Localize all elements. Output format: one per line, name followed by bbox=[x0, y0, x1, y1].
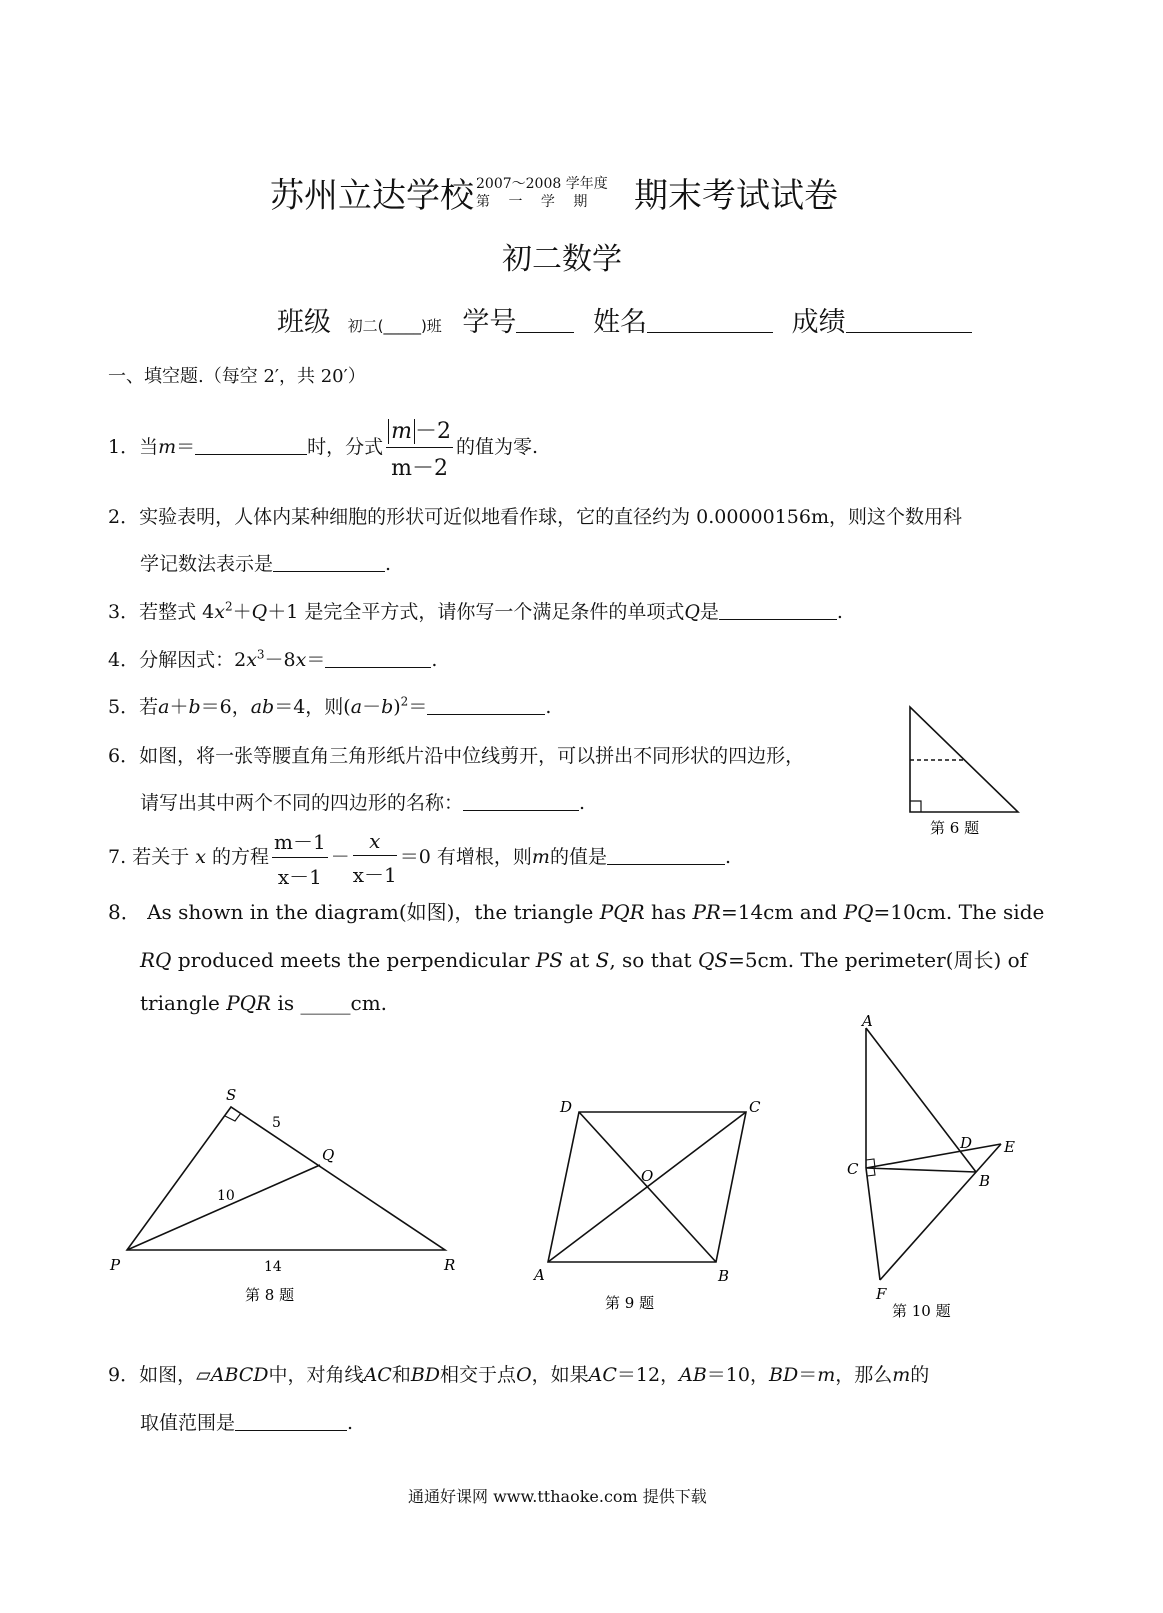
q1-var: m bbox=[158, 436, 177, 458]
class-label: 班级 bbox=[277, 307, 331, 338]
q5-eq: ＝ bbox=[408, 696, 428, 718]
question-8 bbox=[108, 896, 1044, 925]
figure-9 bbox=[525, 1090, 775, 1320]
student-info-line bbox=[277, 300, 972, 339]
q4-text: 分解因式：2 bbox=[139, 649, 247, 671]
q9-AB: AB bbox=[679, 1364, 707, 1386]
subject-title: 初二数学 bbox=[502, 242, 622, 277]
q8-PQR-2: PQR bbox=[226, 991, 272, 1015]
q9-AC-2: AC bbox=[588, 1364, 617, 1386]
figure-10 bbox=[840, 1010, 1040, 1325]
q8-text-1c: =14cm and bbox=[720, 900, 844, 924]
footer-text: 通通好课网 www.tthaoke.com 提供下载 bbox=[408, 1487, 707, 1506]
q8-RQ: RQ bbox=[140, 948, 172, 972]
q7-f2-den: x－1 bbox=[352, 862, 397, 887]
question-7 bbox=[108, 826, 731, 890]
fig10-label-F: F bbox=[876, 1285, 887, 1303]
school-year-top: 2007～2008 学年度 bbox=[476, 176, 608, 192]
question-5 bbox=[108, 692, 551, 719]
q8-text-1a: As shown in the diagram(如图)，the triangle bbox=[147, 900, 600, 924]
q8-text-3a: triangle bbox=[140, 991, 227, 1015]
fig8-segment-pq bbox=[127, 1165, 320, 1250]
q9-m-2: m bbox=[892, 1364, 911, 1386]
question-6 bbox=[108, 741, 804, 768]
q7-m: m bbox=[531, 846, 550, 868]
q9-number: 9． bbox=[108, 1364, 140, 1386]
q9-text-5: ，如果 bbox=[531, 1364, 589, 1386]
q8-text-2a: produced meets the perpendicular bbox=[171, 948, 536, 972]
figure-8 bbox=[100, 1080, 480, 1310]
q2-number: 2． bbox=[108, 506, 140, 528]
q3-Q-2: Q bbox=[684, 601, 700, 623]
fig8-label-S: S bbox=[226, 1086, 237, 1104]
name-field[interactable] bbox=[647, 306, 773, 333]
q6-end: . bbox=[579, 792, 586, 814]
figure-6 bbox=[900, 700, 1030, 840]
fig9-label-D: D bbox=[560, 1098, 573, 1116]
fig10-segment-fe bbox=[880, 1144, 1001, 1280]
q8-text-3c: cm. bbox=[350, 991, 388, 1015]
q7-fraction-2 bbox=[353, 829, 397, 888]
q8-PQR: PQR bbox=[599, 900, 645, 924]
q9-answer-blank[interactable] bbox=[235, 1411, 347, 1431]
fig6-caption: 第 6 题 bbox=[930, 819, 980, 837]
q3-text-2: ＋1 是完全平方式，请你写一个满足条件的单项式 bbox=[267, 601, 685, 623]
fig8-length-5: 5 bbox=[272, 1115, 281, 1131]
fig6-right-angle bbox=[910, 801, 921, 812]
q8-text-1d: =10cm. The side bbox=[873, 900, 1045, 924]
q8-answer-blank[interactable]: _____ bbox=[300, 991, 351, 1015]
q3-number: 3． bbox=[108, 601, 140, 623]
q5-a-2: a bbox=[350, 696, 363, 718]
q1-frac-abs-m: m bbox=[391, 419, 413, 444]
q9-text-2: 中，对角线 bbox=[268, 1364, 364, 1386]
q5-a: a bbox=[158, 696, 170, 718]
fig10-label-D: D bbox=[960, 1134, 973, 1152]
q8-QS: QS bbox=[697, 948, 729, 972]
q3-plus: ＋ bbox=[232, 601, 252, 623]
fig8-length-10: 10 bbox=[217, 1188, 235, 1204]
fig10-label-B: B bbox=[979, 1172, 991, 1190]
q5-text: 若 bbox=[139, 696, 159, 718]
q7-f1-num: m－1 bbox=[272, 826, 328, 858]
q4-cube: 3 bbox=[256, 647, 265, 662]
q2-answer-blank[interactable] bbox=[273, 552, 385, 572]
q5-b-2: b bbox=[381, 696, 394, 718]
q5-text-3: ＝4，则( bbox=[274, 696, 351, 718]
q8-PR: PR bbox=[692, 900, 721, 924]
score-label: 成绩 bbox=[791, 307, 846, 338]
q9-end: . bbox=[347, 1412, 354, 1434]
q7-answer-blank[interactable] bbox=[607, 845, 725, 865]
q6-text-2: 请写出其中两个不同的四边形的名称： bbox=[140, 792, 464, 814]
q9-BD-2: BD bbox=[768, 1364, 799, 1386]
q5-b: b bbox=[188, 696, 201, 718]
q4-number: 4． bbox=[108, 649, 140, 671]
fig10-segment-ce bbox=[866, 1144, 1001, 1168]
fig10-segment-cf bbox=[866, 1168, 880, 1280]
q9-text-10: 的 bbox=[910, 1364, 930, 1386]
q1-text-2: 时，分式 bbox=[307, 436, 384, 458]
fig8-label-R: R bbox=[444, 1256, 456, 1274]
question-6-line-2 bbox=[140, 788, 585, 815]
fig10-caption: 第 10 题 bbox=[892, 1302, 951, 1320]
q7-text-2: 的方程 bbox=[212, 846, 270, 868]
fig9-label-B: B bbox=[718, 1267, 730, 1285]
q4-x-2: x bbox=[295, 649, 307, 671]
q8-text-2b: at bbox=[562, 948, 596, 972]
q4-minus: －8 bbox=[264, 649, 296, 671]
school-name: 苏州立达学校 bbox=[270, 176, 474, 216]
q7-minus: － bbox=[330, 846, 350, 868]
fig9-label-C: C bbox=[749, 1098, 761, 1116]
q1-text: 当 bbox=[139, 436, 159, 458]
q9-text-3: 和 bbox=[391, 1364, 411, 1386]
q6-answer-blank[interactable] bbox=[463, 791, 579, 811]
id-field[interactable] bbox=[516, 306, 574, 333]
q9-text-6: ＝12， bbox=[616, 1364, 680, 1386]
q8-S: S bbox=[595, 948, 610, 972]
class-field[interactable]: 初二(_____)班 bbox=[347, 317, 442, 335]
q5-number: 5． bbox=[108, 696, 140, 718]
q5-minus: － bbox=[362, 696, 382, 718]
fig10-label-A: A bbox=[862, 1012, 873, 1030]
q9-text-7: ＝10， bbox=[706, 1364, 769, 1386]
fig10-label-C: C bbox=[847, 1160, 859, 1178]
fig8-length-14: 14 bbox=[264, 1259, 282, 1275]
fig9-caption: 第 9 题 bbox=[605, 1294, 655, 1312]
q4-end: . bbox=[431, 649, 438, 671]
fig10-segment-cb bbox=[866, 1168, 976, 1172]
q9-m: m bbox=[817, 1364, 836, 1386]
fig8-label-P: P bbox=[110, 1256, 121, 1274]
school-year-bottom: 第 一 学 期 bbox=[476, 194, 588, 210]
fig9-label-A: A bbox=[534, 1266, 545, 1284]
score-field[interactable] bbox=[846, 306, 972, 333]
q7-f2-num: x bbox=[353, 829, 397, 856]
q3-x: x bbox=[214, 601, 225, 623]
q1-number: 1． bbox=[108, 436, 140, 458]
section-title: 一、填空题.（每空 2′，共 20′） bbox=[108, 366, 366, 387]
q9-text-8: ＝ bbox=[798, 1364, 818, 1386]
q9-text: 如图， bbox=[139, 1364, 197, 1386]
q1-text-3: 的值为零. bbox=[456, 436, 539, 458]
q9-AC: AC bbox=[363, 1364, 392, 1386]
question-9-line-2 bbox=[140, 1408, 353, 1435]
q1-frac-num-rest: －2 bbox=[415, 419, 452, 444]
q2-end: . bbox=[385, 553, 392, 575]
id-label: 学号 bbox=[462, 307, 517, 338]
q1-frac-den: m－2 bbox=[391, 456, 449, 481]
q2-text-2: 学记数法表示是 bbox=[140, 553, 274, 575]
q7-text-3: ＝0 有增根，则 bbox=[399, 846, 532, 868]
fig8-caption: 第 8 题 bbox=[245, 1286, 295, 1304]
q8-PQ: PQ bbox=[843, 900, 874, 924]
q3-sq: 2 bbox=[224, 599, 233, 614]
q3-Q: Q bbox=[251, 601, 268, 623]
name-label: 姓名 bbox=[593, 307, 647, 338]
q8-text-3b: is bbox=[271, 991, 301, 1015]
question-2-line-2 bbox=[140, 549, 391, 576]
q1-eq: ＝ bbox=[176, 436, 196, 458]
q9-text-9: ，那么 bbox=[835, 1364, 893, 1386]
q2-text: 实验表明，人体内某种细胞的形状可近似地看作球，它的直径约为 0.00000156m，则这个数用科 bbox=[139, 506, 962, 528]
q3-end: . bbox=[836, 601, 843, 623]
q5-ab: ab bbox=[250, 696, 275, 718]
question-9 bbox=[108, 1360, 929, 1387]
q9-BD: BD bbox=[410, 1364, 441, 1386]
exam-title bbox=[270, 168, 838, 217]
question-2 bbox=[108, 502, 962, 529]
q5-end: . bbox=[545, 696, 552, 718]
q7-text: 若关于 bbox=[132, 846, 190, 868]
q4-eq: ＝ bbox=[306, 649, 326, 671]
q6-text: 如图，将一张等腰直角三角形纸片沿中位线剪开，可以拼出不同形状的四边形， bbox=[139, 745, 805, 767]
q7-f1-den: x－1 bbox=[277, 865, 322, 889]
q7-number: 7. bbox=[108, 846, 127, 868]
q7-fraction-1 bbox=[272, 826, 328, 890]
q7-text-4: 的值是 bbox=[549, 846, 607, 868]
q3-answer-blank[interactable] bbox=[719, 600, 837, 620]
question-8-line-2 bbox=[140, 944, 1027, 973]
fig10-label-E: E bbox=[1004, 1138, 1015, 1156]
exam-name: 期末考试试卷 bbox=[634, 176, 838, 216]
question-3 bbox=[108, 597, 843, 624]
q8-text-1b: has bbox=[644, 900, 693, 924]
q9-text-11: 取值范围是 bbox=[140, 1412, 236, 1434]
q9-O: O bbox=[516, 1364, 532, 1386]
school-year bbox=[474, 173, 634, 210]
q7-end: . bbox=[724, 846, 731, 868]
q5-plus: ＋ bbox=[169, 696, 189, 718]
q8-text-2d: =5cm. The perimeter(周长) of bbox=[728, 948, 1028, 972]
question-1 bbox=[108, 414, 538, 482]
q8-number: 8． bbox=[108, 900, 141, 924]
question-8-line-3 bbox=[140, 991, 387, 1015]
question-4 bbox=[108, 645, 437, 672]
q9-ABCD: ABCD bbox=[210, 1364, 269, 1386]
fig10-right-angle-2 bbox=[867, 1168, 875, 1176]
fig9-diagonal-ac bbox=[548, 1112, 746, 1262]
q9-text-4: 相交于点 bbox=[440, 1364, 517, 1386]
q7-x: x bbox=[195, 846, 206, 868]
q1-fraction bbox=[386, 414, 453, 482]
q6-number: 6． bbox=[108, 745, 140, 767]
parallelogram-icon: ▱ bbox=[196, 1364, 211, 1386]
q5-sq: 2 bbox=[400, 694, 409, 709]
q8-PS: PS bbox=[535, 948, 563, 972]
fig9-label-O: O bbox=[641, 1167, 654, 1185]
q4-answer-blank[interactable] bbox=[325, 648, 431, 668]
q8-text-2c: , so that bbox=[609, 948, 698, 972]
fig8-right-angle bbox=[225, 1113, 241, 1121]
fig8-label-Q: Q bbox=[322, 1146, 335, 1164]
q5-paren: ) bbox=[393, 696, 401, 718]
q4-x: x bbox=[246, 649, 257, 671]
q3-text-3: 是 bbox=[699, 601, 719, 623]
q5-answer-blank[interactable] bbox=[427, 695, 545, 715]
q3-text: 若整式 4 bbox=[139, 601, 215, 623]
q5-text-2: ＝6， bbox=[200, 696, 251, 718]
q1-answer-blank[interactable] bbox=[195, 435, 307, 455]
